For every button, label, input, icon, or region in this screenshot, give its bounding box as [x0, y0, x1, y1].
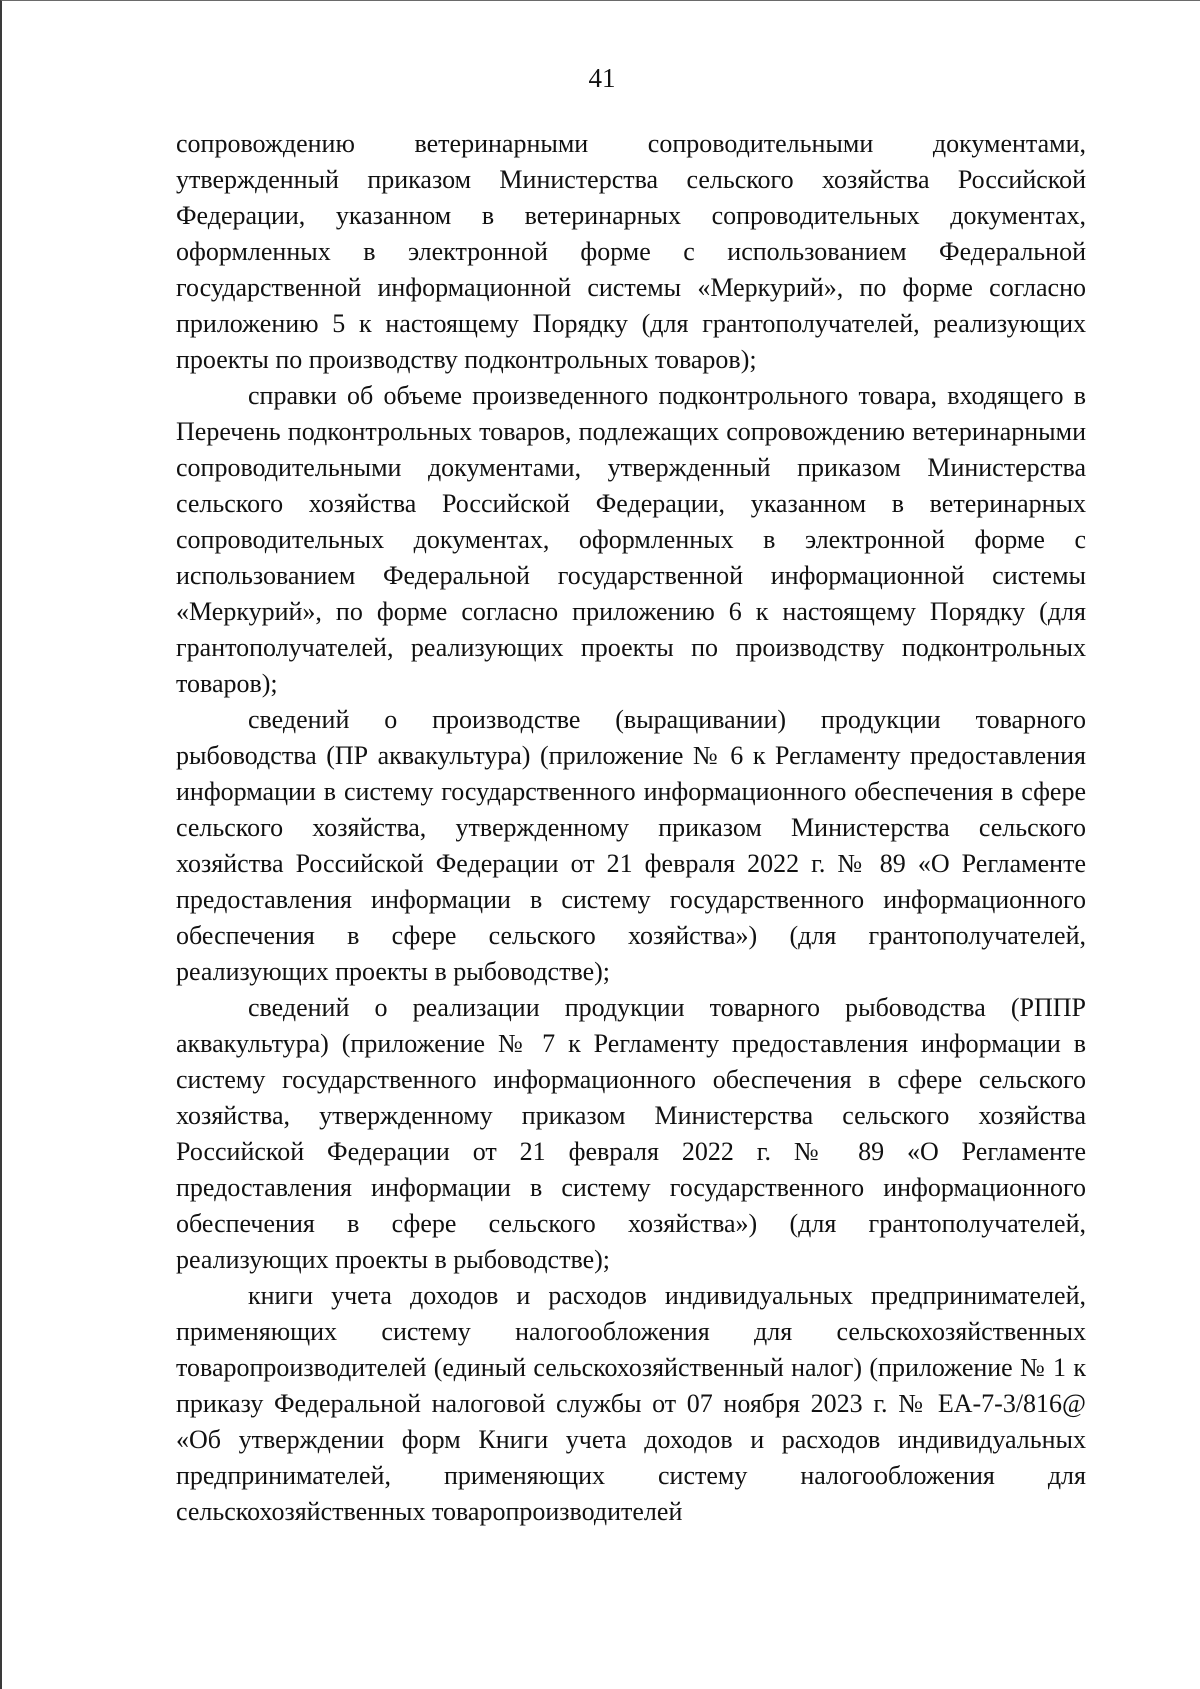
paragraph-fish-production-info: сведений о производстве (выращивании) продукции товарного рыбоводства (ПР аквакультура) (приложение № 6 к Регламенту предоставления информации в систему государственного информационного обеспечения в сфере сельского хозяйства, утвержденному приказом Министерства сельского хозяйства Российской Федерации от 21 февраля 2022 г. № 89 «О Регламенте предоставления информации в систему государственного информационного обеспечения в сфере сельского хозяйства») (для грантополучателей, реализующих проекты в рыбоводстве); [176, 705, 1086, 986]
paragraph-fish-sales-info: сведений о реализации продукции товарного рыбоводства (РППР аквакультура) (приложение № 7 к Регламенту предоставления информации в систему государственного информационного обеспечения в сфере сельского хозяйства, утвержденному приказом Министерства сельского хозяйства Российской Федерации от 21 февраля 2022 г. № 89 «О Регламенте предоставления информации в систему государственного информационного обеспечения в сфере сельского хозяйства») (для грантополучателей, реализующих проекты в рыбоводстве); [176, 993, 1086, 1274]
paragraph-certificate-volume: справки об объеме произведенного подконтрольного товара, входящего в Перечень подконтрольных товаров, подлежащих сопровождению ветеринарными сопроводительными документами, утвержденный приказом Министерства сельского хозяйства Российской Федерации, указанном в ветеринарных сопроводительных документах, оформленных в электронной форме с использованием Федеральной государственной информационной системы «Меркурий», по форме согласно приложению 6 к настоящему Порядку (для грантополучателей, реализующих проекты по производству подконтрольных товаров); [176, 381, 1086, 698]
document-body [176, 126, 1086, 1530]
page-number: 41 [588, 63, 616, 93]
paragraph-income-expense-book: книги учета доходов и расходов индивидуальных предпринимателей, применяющих систему налогообложения для сельскохозяйственных товаропроизводителей (единый сельскохозяйственный налог) (приложение № 1 к приказу Федеральной налоговой службы от 07 ноября 2023 г. № ЕА-7-3/816@ «Об утверждении форм Книги учета доходов и расходов индивидуальных предпринимателей, применяющих систему налогообложения для сельскохозяйственных товаропроизводителей [176, 1281, 1086, 1526]
paragraph-continuation: сопровождению ветеринарными сопроводительными документами, утвержденный приказом Министерства сельского хозяйства Российской Федерации, указанном в ветеринарных сопроводительных документах, оформленных в электронной форме с использованием Федеральной государственной информационной системы «Меркурий», по форме согласно приложению 5 к настоящему Порядку (для грантополучателей, реализующих проекты по производству подконтрольных товаров); [176, 129, 1086, 374]
